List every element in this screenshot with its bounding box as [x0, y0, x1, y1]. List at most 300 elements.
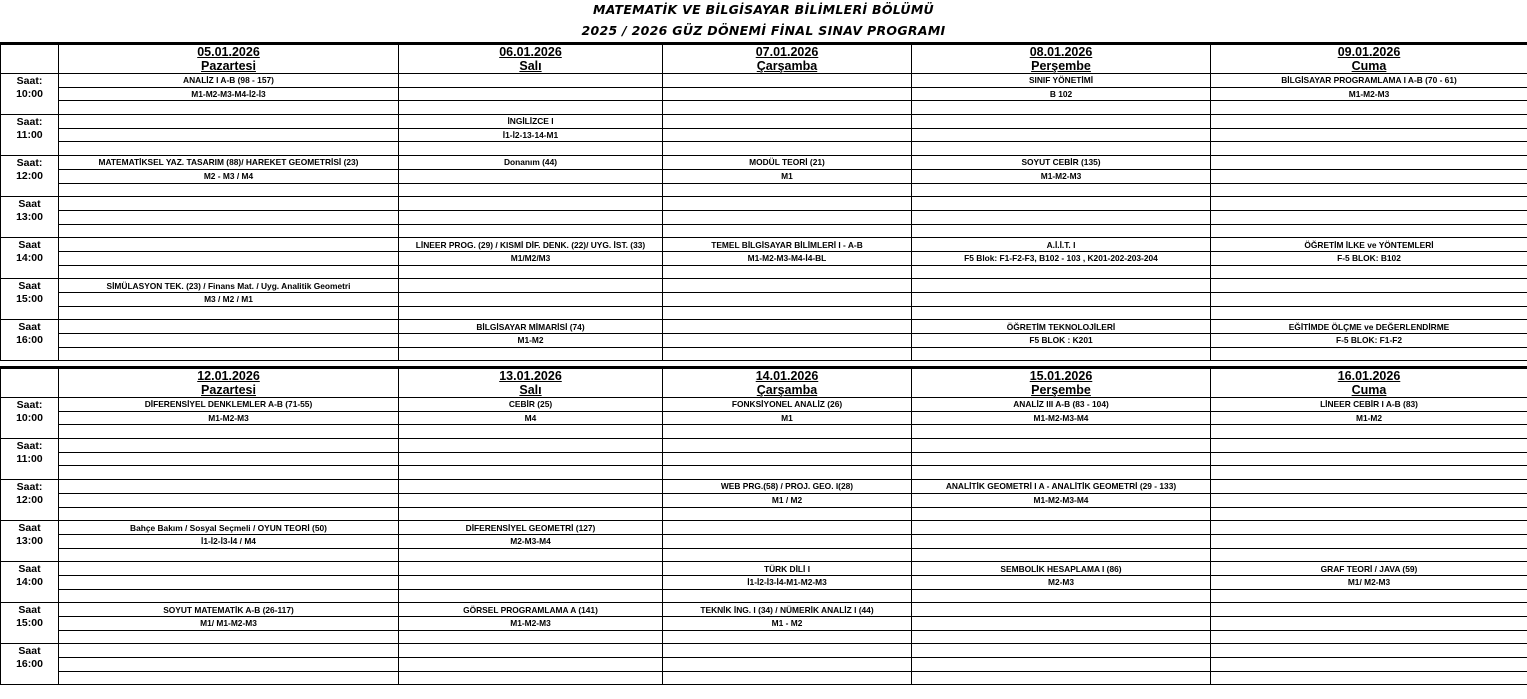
- slot-time: 16:00: [1, 658, 59, 672]
- exam-rooms: [663, 534, 912, 548]
- table-row: [1, 644, 1527, 658]
- exam-rooms: M1 - M2: [663, 617, 912, 631]
- day-header: [1211, 45, 1527, 74]
- exam-course: LİNEER CEBİR I A-B (83): [1211, 398, 1527, 412]
- exam-course: [399, 74, 663, 88]
- slot-spacer: [1, 589, 59, 603]
- slot-label: Saat: [1, 320, 59, 334]
- day-name: Cuma: [1351, 59, 1387, 73]
- exam-rooms: F-5 BLOK: B102: [1211, 251, 1527, 265]
- exam-rooms: [399, 169, 663, 183]
- department-title: MATEMATİK VE BİLGİSAYAR BİLİMLERİ BÖLÜMÜ: [592, 2, 935, 17]
- day-name: Perşembe: [1031, 383, 1091, 397]
- day-date: 15.01.2026: [1029, 369, 1093, 383]
- day-date: 05.01.2026: [197, 45, 260, 59]
- slot-time: 11:00: [1, 128, 59, 142]
- exam-rooms: [59, 452, 399, 466]
- slot-spacer: [1, 183, 59, 197]
- exam-course: [399, 562, 663, 576]
- exam-rooms: [1211, 617, 1527, 631]
- day-name: Perşembe: [1031, 59, 1091, 73]
- empty-cell: [399, 306, 663, 320]
- empty-cell: [663, 224, 912, 238]
- empty-cell: [399, 630, 663, 644]
- exam-rooms: [1211, 452, 1527, 466]
- exam-rooms: İ1-İ2-İ3-İ4-M1-M2-M3: [663, 575, 912, 589]
- exam-course: DİFERENSİYEL DENKLEMLER A-B (71-55): [59, 398, 399, 412]
- empty-cell: [1211, 466, 1527, 480]
- exam-course: MATEMATİKSEL YAZ. TASARIM (88)/ HAREKET GEOMETRİSİ (23): [59, 156, 399, 170]
- exam-rooms: F-5 BLOK: F1-F2: [1211, 334, 1527, 348]
- empty-cell: [663, 347, 912, 361]
- week-1-table: [0, 44, 1527, 361]
- slot-label: Saat: [1, 238, 59, 252]
- slot-spacer: [1, 671, 59, 685]
- exam-course: İNGİLİZCE I: [399, 115, 663, 129]
- slot-time: 12:00: [1, 169, 59, 183]
- exam-rooms: [663, 293, 912, 307]
- exam-rooms: [1211, 534, 1527, 548]
- table-row: [1, 279, 1527, 293]
- day-date: 06.01.2026: [499, 45, 562, 59]
- empty-cell: [912, 548, 1211, 562]
- exam-course: ANALİZ I A-B (98 - 157): [59, 74, 399, 88]
- table-row: [1, 439, 1527, 453]
- empty-cell: [663, 671, 912, 685]
- empty-cell: [1211, 306, 1527, 320]
- slot-time: 14:00: [1, 251, 59, 265]
- empty-cell: [912, 630, 1211, 644]
- slot-time: 13:00: [1, 534, 59, 548]
- exam-course: [59, 480, 399, 494]
- table-row: [1, 293, 1527, 307]
- empty-cell: [399, 347, 663, 361]
- table-row: [1, 398, 1527, 412]
- slot-label: Saat: [1, 603, 59, 617]
- table-row: [1, 265, 1527, 279]
- table-row: [1, 183, 1527, 197]
- exam-course: [399, 439, 663, 453]
- exam-course: [663, 521, 912, 535]
- empty-cell: [912, 466, 1211, 480]
- exam-rooms: [912, 210, 1211, 224]
- table-row: [1, 347, 1527, 361]
- empty-cell: [912, 589, 1211, 603]
- table-row: [1, 562, 1527, 576]
- exam-rooms: [912, 128, 1211, 142]
- day-header-row: [1, 369, 1527, 398]
- exam-rooms: M1/ M2-M3: [1211, 575, 1527, 589]
- slot-label: Saat: [1, 562, 59, 576]
- exam-rooms: [399, 210, 663, 224]
- empty-cell: [59, 142, 399, 156]
- day-name: Pazartesi: [201, 383, 256, 397]
- exam-course: SINIF YÖNETİMİ: [912, 74, 1211, 88]
- exam-course: BİLGİSAYAR PROGRAMLAMA I A-B (70 - 61): [1211, 74, 1527, 88]
- exam-course: [399, 644, 663, 658]
- exam-course: LİNEER PROG. (29) / KISMİ DİF. DENK. (22)/ UYG. İST. (33): [399, 238, 663, 252]
- slot-label: Saat:: [1, 74, 59, 88]
- exam-course: GRAF TEORİ / JAVA (59): [1211, 562, 1527, 576]
- day-header: [399, 45, 663, 74]
- day-header: [59, 369, 399, 398]
- day-name: Çarşamba: [756, 383, 818, 397]
- exam-rooms: M2-M3-M4: [399, 534, 663, 548]
- empty-cell: [399, 265, 663, 279]
- day-header: [663, 45, 912, 74]
- schedule-title: 2025 / 2026 GÜZ DÖNEMİ FİNAL SINAV PROGRAMI: [581, 23, 946, 38]
- day-header: [59, 45, 399, 74]
- empty-cell: [663, 589, 912, 603]
- exam-course: A.İ.İ.T. I: [912, 238, 1211, 252]
- exam-rooms: F5 Blok: F1-F2-F3, B102 - 103 , K201-202-203-204: [912, 251, 1211, 265]
- table-row: [1, 630, 1527, 644]
- exam-rooms: [1211, 128, 1527, 142]
- slot-spacer: [1, 306, 59, 320]
- exam-course: [912, 603, 1211, 617]
- exam-rooms: [399, 452, 663, 466]
- table-row: [1, 466, 1527, 480]
- day-header-row: [1, 45, 1527, 74]
- empty-cell: [1211, 142, 1527, 156]
- slot-label: Saat:: [1, 156, 59, 170]
- exam-course: SOYUT MATEMATİK A-B (26-117): [59, 603, 399, 617]
- table-row: [1, 334, 1527, 348]
- slot-spacer: [1, 265, 59, 279]
- slot-spacer: [1, 507, 59, 521]
- exam-rooms: [912, 452, 1211, 466]
- slot-spacer: [1, 425, 59, 439]
- empty-cell: [59, 224, 399, 238]
- exam-course: [59, 197, 399, 211]
- table-row: [1, 493, 1527, 507]
- table-row: [1, 87, 1527, 101]
- empty-cell: [1211, 347, 1527, 361]
- table-row: [1, 425, 1527, 439]
- day-header: [1211, 369, 1527, 398]
- exam-course: FONKSİYONEL ANALİZ (26): [663, 398, 912, 412]
- table-row: [1, 210, 1527, 224]
- slot-time: 16:00: [1, 334, 59, 348]
- empty-cell: [1211, 507, 1527, 521]
- exam-course: WEB PRG.(58) / PROJ. GEO. I(28): [663, 480, 912, 494]
- table-row: [1, 238, 1527, 252]
- exam-course: SOYUT CEBİR (135): [912, 156, 1211, 170]
- exam-course: [59, 115, 399, 129]
- exam-course: SİMÜLASYON TEK. (23) / Finans Mat. / Uyg. Analitik Geometri: [59, 279, 399, 293]
- exam-course: [663, 644, 912, 658]
- exam-course: ANALİTİK GEOMETRİ I A - ANALİTİK GEOMETRİ (29 - 133): [912, 480, 1211, 494]
- table-row: [1, 521, 1527, 535]
- exam-rooms: M2-M3: [912, 575, 1211, 589]
- exam-rooms: M1: [663, 411, 912, 425]
- table-row: [1, 411, 1527, 425]
- exam-rooms: [1211, 658, 1527, 672]
- slot-time: 10:00: [1, 87, 59, 101]
- table-row: [1, 115, 1527, 129]
- empty-cell: [1211, 224, 1527, 238]
- exam-course: [59, 320, 399, 334]
- exam-course: [912, 115, 1211, 129]
- table-row: [1, 128, 1527, 142]
- exam-rooms: [59, 128, 399, 142]
- table-row: [1, 452, 1527, 466]
- exam-rooms: M1-M2-M3-M4: [912, 493, 1211, 507]
- exam-course: SEMBOLİK HESAPLAMA I (86): [912, 562, 1211, 576]
- empty-cell: [399, 101, 663, 115]
- empty-cell: [399, 671, 663, 685]
- table-row: [1, 480, 1527, 494]
- table-row: [1, 658, 1527, 672]
- empty-cell: [1211, 265, 1527, 279]
- exam-course: [1211, 603, 1527, 617]
- empty-cell: [912, 425, 1211, 439]
- day-header: [399, 369, 663, 398]
- exam-course: [912, 644, 1211, 658]
- day-name: Çarşamba: [756, 59, 818, 73]
- empty-cell: [663, 507, 912, 521]
- exam-rooms: [912, 617, 1211, 631]
- exam-rooms: M1-M2-M3: [912, 169, 1211, 183]
- corner-cell: [1, 369, 59, 398]
- exam-course: TEMEL BİLGİSAYAR BİLİMLERİ I - A-B: [663, 238, 912, 252]
- exam-course: [1211, 279, 1527, 293]
- exam-course: [399, 197, 663, 211]
- table-row: [1, 603, 1527, 617]
- empty-cell: [399, 466, 663, 480]
- empty-cell: [59, 183, 399, 197]
- exam-course: [59, 562, 399, 576]
- exam-rooms: [1211, 493, 1527, 507]
- empty-cell: [912, 101, 1211, 115]
- exam-rooms: M1/ M1-M2-M3: [59, 617, 399, 631]
- exam-course: [663, 115, 912, 129]
- exam-course: [399, 279, 663, 293]
- exam-rooms: [912, 534, 1211, 548]
- empty-cell: [1211, 425, 1527, 439]
- exam-course: [663, 74, 912, 88]
- exam-rooms: [663, 210, 912, 224]
- slot-spacer: [1, 142, 59, 156]
- exam-course: [1211, 644, 1527, 658]
- exam-rooms: M1-M2: [399, 334, 663, 348]
- exam-rooms: [399, 87, 663, 101]
- slot-label: Saat:: [1, 439, 59, 453]
- exam-rooms: [1211, 293, 1527, 307]
- empty-cell: [912, 507, 1211, 521]
- exam-rooms: [59, 210, 399, 224]
- day-header: [912, 45, 1211, 74]
- empty-cell: [1211, 548, 1527, 562]
- exam-course: ANALİZ III A-B (83 - 104): [912, 398, 1211, 412]
- slot-label: Saat: [1, 644, 59, 658]
- exam-course: EĞİTİMDE ÖLÇME ve DEĞERLENDİRME: [1211, 320, 1527, 334]
- exam-course: [399, 480, 663, 494]
- day-date: 14.01.2026: [755, 369, 819, 383]
- empty-cell: [59, 265, 399, 279]
- table-row: [1, 224, 1527, 238]
- exam-rooms: [663, 658, 912, 672]
- slot-spacer: [1, 466, 59, 480]
- empty-cell: [59, 507, 399, 521]
- exam-rooms: [399, 658, 663, 672]
- exam-rooms: [59, 658, 399, 672]
- empty-cell: [663, 425, 912, 439]
- day-header: [912, 369, 1211, 398]
- exam-rooms: M1 / M2: [663, 493, 912, 507]
- exam-rooms: M2 - M3 / M4: [59, 169, 399, 183]
- slot-time: 10:00: [1, 411, 59, 425]
- exam-course: [1211, 197, 1527, 211]
- exam-rooms: M1-M2-M3: [59, 411, 399, 425]
- exam-course: [663, 320, 912, 334]
- empty-cell: [59, 589, 399, 603]
- empty-cell: [399, 224, 663, 238]
- exam-course: ÖĞRETİM TEKNOLOJİLERİ: [912, 320, 1211, 334]
- exam-rooms: [59, 575, 399, 589]
- exam-course: [59, 238, 399, 252]
- empty-cell: [59, 548, 399, 562]
- exam-rooms: M3 / M2 / M1: [59, 293, 399, 307]
- slot-label: Saat: [1, 521, 59, 535]
- slot-label: Saat:: [1, 480, 59, 494]
- slot-label: Saat:: [1, 398, 59, 412]
- empty-cell: [663, 183, 912, 197]
- exam-rooms: M4: [399, 411, 663, 425]
- exam-rooms: [59, 334, 399, 348]
- exam-course: [912, 279, 1211, 293]
- empty-cell: [663, 548, 912, 562]
- day-date: 08.01.2026: [1029, 45, 1093, 59]
- exam-rooms: [399, 575, 663, 589]
- exam-course: MODÜL TEORİ (21): [663, 156, 912, 170]
- exam-rooms: [1211, 210, 1527, 224]
- slot-label: Saat: [1, 197, 59, 211]
- empty-cell: [912, 306, 1211, 320]
- table-row: [1, 251, 1527, 265]
- exam-course: [1211, 480, 1527, 494]
- exam-course: GÖRSEL PROGRAMLAMA A (141): [399, 603, 663, 617]
- table-row: [1, 169, 1527, 183]
- table-row: [1, 306, 1527, 320]
- exam-rooms: [399, 293, 663, 307]
- empty-cell: [1211, 630, 1527, 644]
- empty-cell: [1211, 589, 1527, 603]
- exam-course: [663, 279, 912, 293]
- empty-cell: [663, 101, 912, 115]
- exam-course: BİLGİSAYAR MİMARİSİ (74): [399, 320, 663, 334]
- slot-label: Saat:: [1, 115, 59, 129]
- empty-cell: [59, 630, 399, 644]
- table-row: [1, 671, 1527, 685]
- exam-course: [663, 197, 912, 211]
- table-row: [1, 617, 1527, 631]
- exam-rooms: M1: [663, 169, 912, 183]
- empty-cell: [399, 548, 663, 562]
- day-name: Salı: [519, 59, 542, 73]
- slot-time: 11:00: [1, 452, 59, 466]
- day-date: 09.01.2026: [1337, 45, 1401, 59]
- table-row: [1, 548, 1527, 562]
- empty-cell: [59, 306, 399, 320]
- week-divider: [0, 366, 1527, 368]
- empty-cell: [399, 507, 663, 521]
- exam-rooms: [59, 493, 399, 507]
- empty-cell: [663, 265, 912, 279]
- empty-cell: [912, 224, 1211, 238]
- table-row: [1, 142, 1527, 156]
- slot-time: 15:00: [1, 617, 59, 631]
- day-name: Salı: [519, 383, 542, 397]
- empty-cell: [912, 347, 1211, 361]
- exam-course: DİFERENSİYEL GEOMETRİ (127): [399, 521, 663, 535]
- day-date: 16.01.2026: [1337, 369, 1401, 383]
- exam-course: [663, 439, 912, 453]
- exam-course: [59, 439, 399, 453]
- empty-cell: [1211, 183, 1527, 197]
- exam-rooms: M1-M2-M3-M4: [912, 411, 1211, 425]
- exam-course: TEKNİK İNG. I (34) / NÜMERİK ANALİZ I (44): [663, 603, 912, 617]
- day-date: 12.01.2026: [197, 369, 260, 383]
- exam-rooms: İ1-İ2-İ3-İ4 / M4: [59, 534, 399, 548]
- empty-cell: [663, 466, 912, 480]
- table-row: [1, 197, 1527, 211]
- exam-rooms: [912, 658, 1211, 672]
- empty-cell: [1211, 101, 1527, 115]
- empty-cell: [912, 142, 1211, 156]
- corner-cell: [1, 45, 59, 74]
- exam-rooms: [663, 334, 912, 348]
- exam-course: ÖĞRETİM İLKE ve YÖNTEMLERİ: [1211, 238, 1527, 252]
- exam-rooms: [663, 128, 912, 142]
- empty-cell: [59, 347, 399, 361]
- exam-course: [912, 521, 1211, 535]
- exam-course: [59, 644, 399, 658]
- table-row: [1, 156, 1527, 170]
- table-row: [1, 507, 1527, 521]
- table-row: [1, 320, 1527, 334]
- table-row: [1, 534, 1527, 548]
- exam-course: [912, 197, 1211, 211]
- slot-spacer: [1, 224, 59, 238]
- exam-rooms: M1-M2-M3: [399, 617, 663, 631]
- exam-course: [1211, 521, 1527, 535]
- exam-course: TÜRK DİLİ I: [663, 562, 912, 576]
- empty-cell: [399, 142, 663, 156]
- exam-course: [912, 439, 1211, 453]
- exam-rooms: [663, 87, 912, 101]
- exam-rooms: F5 BLOK : K201: [912, 334, 1211, 348]
- slot-spacer: [1, 548, 59, 562]
- exam-rooms: [1211, 169, 1527, 183]
- empty-cell: [59, 466, 399, 480]
- exam-rooms: [663, 452, 912, 466]
- slot-spacer: [1, 347, 59, 361]
- empty-cell: [663, 306, 912, 320]
- empty-cell: [912, 265, 1211, 279]
- exam-course: [1211, 115, 1527, 129]
- slot-time: 15:00: [1, 293, 59, 307]
- table-row: [1, 74, 1527, 88]
- exam-rooms: M1-M2-M3-M4-İ2-İ3: [59, 87, 399, 101]
- exam-rooms: M1-M2-M3-M4-İ4-BL: [663, 251, 912, 265]
- empty-cell: [912, 183, 1211, 197]
- empty-cell: [399, 183, 663, 197]
- exam-rooms: İ1-İ2-13-14-M1: [399, 128, 663, 142]
- day-header: [663, 369, 912, 398]
- exam-rooms: M1/M2/M3: [399, 251, 663, 265]
- slot-label: Saat: [1, 279, 59, 293]
